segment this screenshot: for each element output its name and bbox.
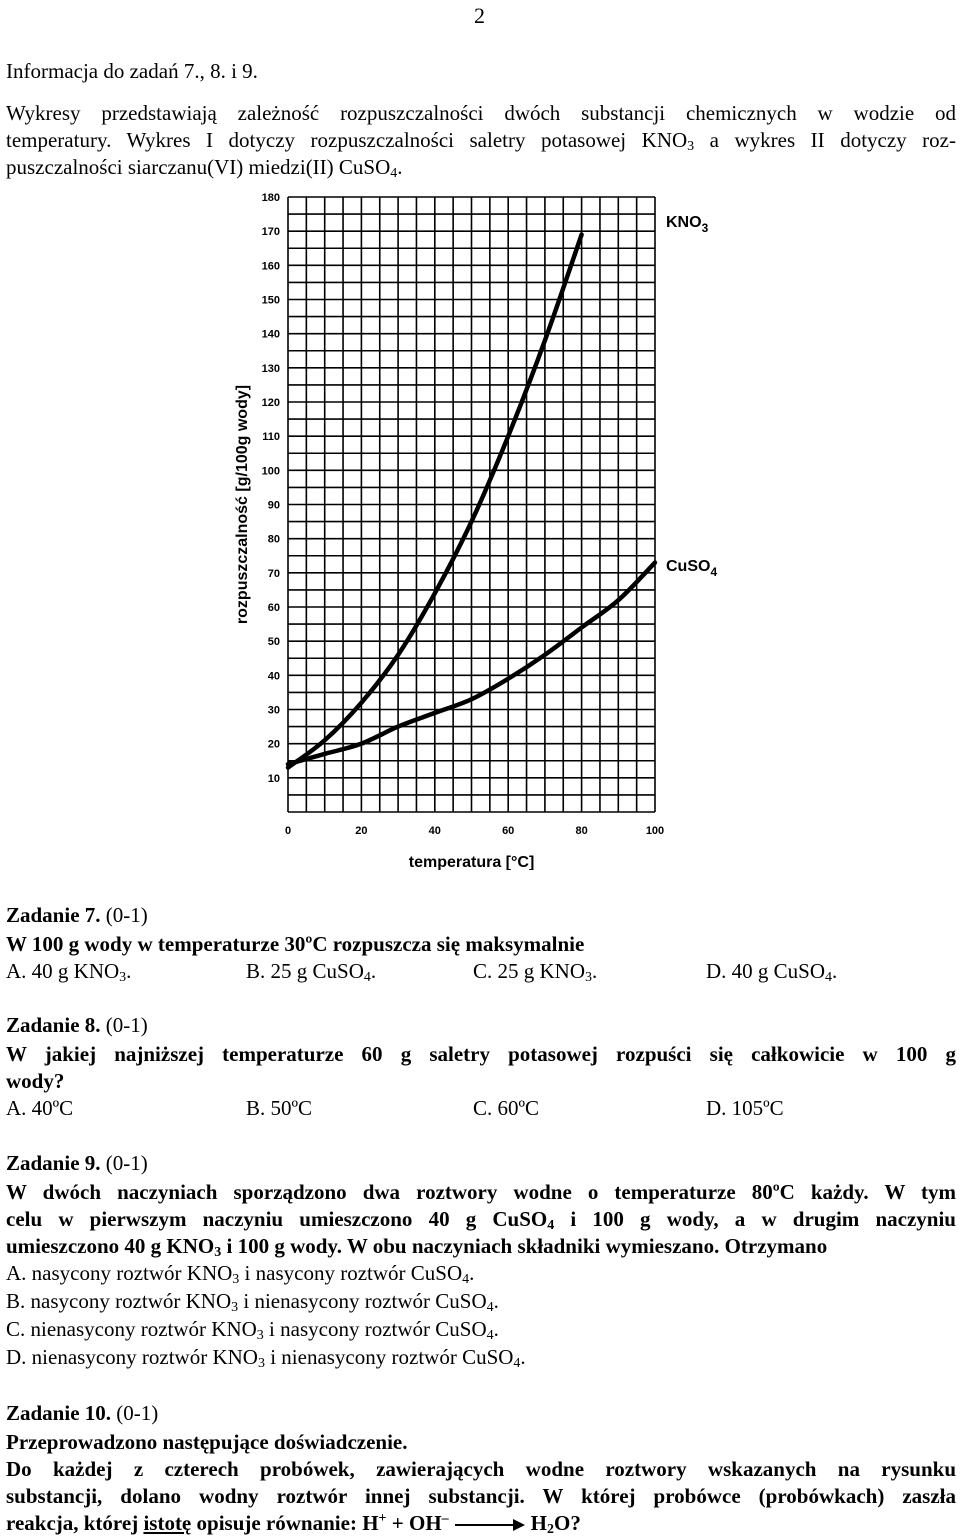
y-axis-label: rozpuszczalność [g/100g wody] [234, 384, 251, 625]
q8-question-line-2: wody? [6, 1069, 65, 1093]
x-tick-label: 80 [575, 825, 588, 837]
q10-line-2: Do każdej z czterech probówek, zawierających wodne roztwory wskazanych na rysunku [6, 1457, 956, 1481]
q7-question: W 100 g wody w temperaturze 30ºC rozpuszcza się maksymalnie [6, 932, 585, 956]
series-label-cuso4: CuSO$_4$ [666, 558, 718, 579]
y-tick-label: 100 [261, 465, 280, 478]
y-tick-label: 180 [261, 192, 280, 204]
y-tick-label: 170 [261, 226, 280, 239]
q9-option-a[interactable]: A. nasycony roztwór $KNO_3$ i nasycony roztwór CuSO$_4$. [6, 1261, 475, 1287]
q10-line-3: substancji, dolano wodny roztwór innej substancji. W której probówce (probówkach) zaszła [6, 1484, 956, 1508]
y-tick-label: 150 [261, 294, 280, 307]
y-tick-label: 70 [267, 567, 280, 580]
solubility-chart [225, 185, 745, 870]
reaction-arrow-icon [455, 1518, 525, 1532]
q10-line-1: Przeprowadzono następujące doświadczenie. [6, 1430, 408, 1454]
q8-title: Zadanie 8. (0-1) [6, 1013, 148, 1037]
q7-answers [6, 958, 956, 984]
y-tick-label: 30 [267, 704, 280, 717]
q7-option-c[interactable]: C. 25 g $KNO_3$. [473, 959, 598, 985]
intro-heading: Informacja do zadań 7., 8. i 9. [6, 59, 258, 83]
q7-option-a[interactable]: A. 40 g $KNO_3$. [6, 959, 132, 985]
q9-option-d[interactable]: D. nienasycony roztwór $KNO_3$ i nienasycony roztwór CuSO$_4$. [6, 1345, 526, 1371]
y-tick-label: 20 [267, 738, 280, 751]
y-tick-label: 60 [267, 602, 280, 614]
intro-line-3: puszczalności siarczanu(VI) miedzi(II) CuSO$_4$. [6, 155, 403, 181]
q10-line-4: reakcja, której istotę opisuje równanie: H+ + OH– $H_2O$? [6, 1511, 581, 1537]
y-tick-label: 110 [262, 431, 280, 444]
x-tick-label: 100 [645, 825, 665, 837]
x-axis-label: temperatura [°C] [408, 854, 535, 870]
y-tick-label: 50 [267, 636, 280, 649]
y-tick-label: 120 [261, 397, 280, 409]
q7-option-d[interactable]: D. 40 g CuSO$_4$. [706, 959, 838, 985]
q9-title: Zadanie 9. (0-1) [6, 1151, 148, 1175]
y-tick-label: 10 [267, 772, 280, 785]
q9-line-1: W dwóch naczyniach sporządzono dwa roztwory wodne o temperaturze 80ºC każdy. W tym [6, 1180, 956, 1204]
q8-option-c[interactable]: C. 60ºC [473, 1096, 540, 1120]
q8-answers [6, 1095, 956, 1121]
q9-line-3: umieszczono 40 g $KNO_3$ i 100 g wody. W obu naczyniach składniki wymieszano. Otrzymano [6, 1234, 828, 1260]
q8-option-b[interactable]: B. 50ºC [246, 1096, 313, 1120]
page-number: 2 [474, 3, 485, 28]
y-tick-label: 90 [267, 499, 280, 512]
q7-title: Zadanie 7. (0-1) [6, 903, 148, 927]
y-tick-label: 130 [261, 362, 280, 375]
intro-line-2: temperatury. Wykres I dotyczy rozpuszczalności saletry potasowej $KNO_3$ a wykres II dotyczy roz- [6, 128, 956, 154]
q9-option-b[interactable]: B. nasycony roztwór $KNO_3$ i nienasycony roztwór CuSO$_4$. [6, 1289, 499, 1315]
intro-line-1: Wykresy przedstawiają zależność rozpuszczalności dwóch substancji chemicznych w wodzie od [6, 101, 956, 125]
y-tick-label: 160 [261, 260, 280, 273]
q7-option-b[interactable]: B. 25 g CuSO$_4$. [246, 959, 377, 985]
x-tick-label: 60 [502, 825, 515, 837]
q9-line-2: celu w pierwszym naczyniu umieszczono 40 g CuSO$_4$ i 100 g wody, a w drugim naczyniu [6, 1207, 956, 1233]
x-tick-label: 40 [428, 825, 441, 837]
q9-option-c[interactable]: C. nienasycony roztwór $KNO_3$ i nasycony roztwór CuSO$_4$. [6, 1317, 499, 1343]
q8-question-line-1: W jakiej najniższej temperaturze 60 g saletry potasowej rozpuści się całkowicie w 100 g [6, 1042, 956, 1066]
x-tick-label: 0 [284, 825, 292, 837]
q8-option-a[interactable]: A. 40ºC [6, 1096, 74, 1120]
series-label-kno3: $KNO_3$ [666, 214, 709, 235]
q8-option-d[interactable]: D. 105ºC [706, 1096, 784, 1120]
y-tick-label: 40 [267, 670, 280, 683]
q10-title: Zadanie 10. (0-1) [6, 1401, 159, 1425]
y-tick-label: 140 [261, 328, 280, 341]
x-tick-label: 20 [355, 825, 368, 837]
y-tick-label: 80 [267, 533, 280, 546]
